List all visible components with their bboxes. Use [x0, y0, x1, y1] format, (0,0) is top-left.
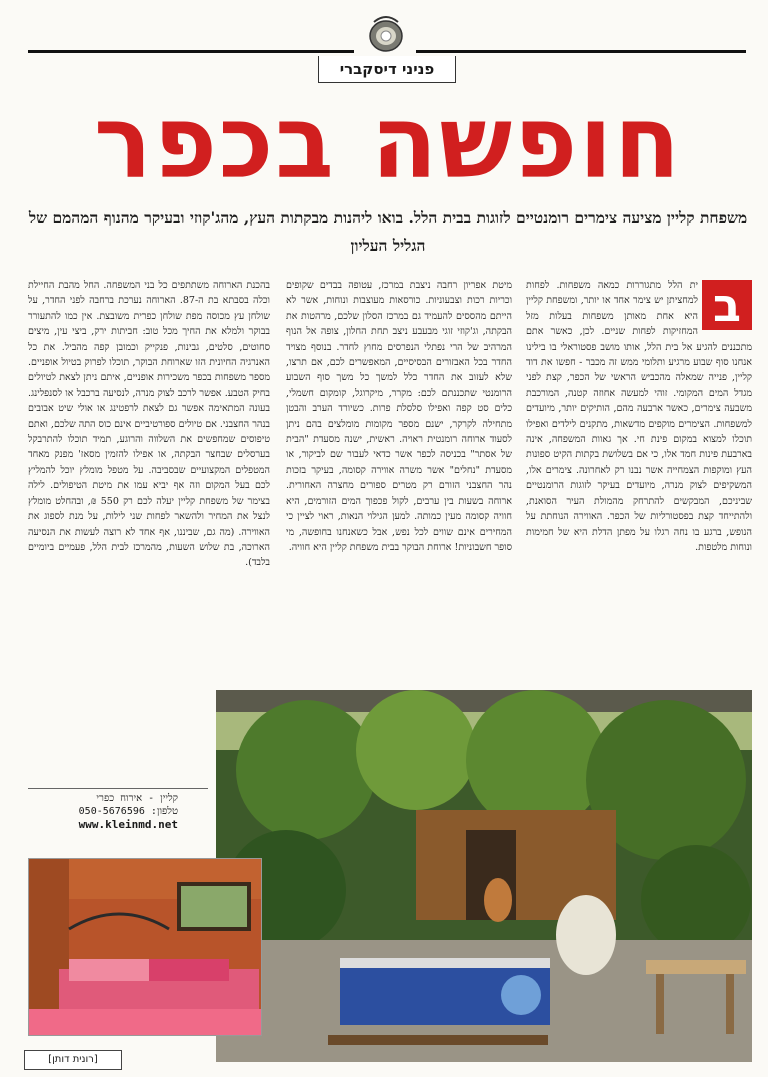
magazine-logo	[366, 12, 406, 56]
header-rule-left	[28, 50, 354, 53]
contact-website[interactable]: www.kleinmd.net	[78, 818, 178, 831]
article-column-3	[28, 278, 270, 571]
subheadline: משפחת קליין מציעה צימרים רומנטיים לזוגות בבית הלל. בואו ליהנות מבקתות העץ, מהג'קוזי ובעיקר מהנוף המהמם של הגליל העליון	[28, 208, 748, 255]
contact-divider	[28, 788, 208, 789]
article-text-1: ית הלל מתגוררות כמאה משפחות. לפחות למחציתן יש צימר אחד או יותר, ומשפחת קליין היא אחת מאותן משפחות בעלות מזל המחזיקות לפחות שניים. לכן, כאשר אתם מתכננים להגיע אל בית הלל, אותו מושב פסטוראלי בו בילינו אנחנו סוף שבוע מרגיע ותלומי ממש זה מכבר - חפשו את דוד קליין, פנייה שמאלה מהכביש הראשי של הכפר, קצת לפני מגדל המים המקומי. זוהי למעשה אחוזה קטנה, המורכבת משבעה צימרים, כאשר ארבעה מהם, הותיקים יותר, מיועדים למשפחות. הצימרים מוקפים מדשאות, מתקנים לילדים ואפילו תוכלו למצוא במקום פינת חי. אך גאוות המשפחה, אינה בארבעת פינות חמד אלו, כי אם בשלושת בקתות הקיט ספונות העץ ומוקפות הצמחייה אשר נבנו רק לאחרונה. צימרים אלו, המשקיפים לצוק מנרה, מיועדים בעיקר לזוגות הרומנטיים שביניכם, המבקשים להתרחק מהמולת העיר הסואנת, ולהתייחד קצת בפסטורליות של הכפר. האווירה הנוחתת על הנופש, ברגע בו נחה רגלו על מפתן הדלת היא של חמימות ונוחות מלטפות.	[526, 280, 752, 553]
article-column-2	[286, 278, 512, 555]
article-text-2: מיטת אפריון רחבה ניצבת במרכז, עטופה בבדים שקופים וכריות רכות וצבעוניות. כורסאות מעוצבות ונוחות, אשר לא הייתם מהססים להעמיד גם במרכז הסלון שלכם, מרהטות את הבקתה, וג'קוזי זוגי מבעבע ניצב תחת החלון, צופה אל הנוף המרהיב של הרי נפתלי הנפרסים מחוץ לחדר. בנוסף מצויד החדר בכל האבזורים הבסיסיים, המאפשרים לכם, אם תרצו, שלא לעזוב את החדר כלל למשך כל משך סוף השבוע הרומנטי שתכננתם לכם: מקרר, מיקרוגל, קומקום חשמלי, כלים סט קפה ואפילו סלסלת פרות. כשיורד הערב והבטן מתחילה לקרקר, ישנם מספר מקומות מומלצים בהם ניתן לסעוד ארוחה רומנטית ראויה. ראשית, ישנה מסעדת "הבית של אסתר" בכניסה לכפר אשר כדאי לעבור שם לביקור, או מסעדת "נחלים" אשר משרה אווירה קסומה, בעיקר בזכות נהר החצבני הזורם רק מטרים ספורים מחצרה האחורית. ארוחה בשעות בין ערבים, לקול פכפוך המים הזורמים, היא חוויה קסומה מעין כמותה. למען הגילוי הנאות, ראוי לציין כי המחירים אינם שווים לכל נפש, אבל כשאנחנו בחופשה, מי סופר חשבוניות! ארוחת הבוקר בבית משפחת קליין היא חוויה.	[286, 280, 512, 553]
contact-name: קליין - אירוח כפרי	[96, 793, 178, 804]
courtyard-photo	[216, 690, 752, 1062]
contact-box	[30, 792, 178, 831]
article-column-1	[526, 278, 752, 555]
drop-cap: ב	[702, 280, 752, 330]
header-rule-right	[416, 50, 746, 53]
headline: חופשה בכפר	[93, 83, 683, 201]
bedroom-photo	[28, 858, 262, 1036]
article-text-3: בהכנת הארוחה משתתפים כל בני המשפחה. החל מהבת החיילת וכלה בסבתא בת ה-87. הארוחה נערכת ברחבה לפני החדר, על שולחן עץ מכוסה מפת שולחן כפרית משובצת. אין כמו להתעורר בבוקר ולמלא את החיך מכל טוב: חביתות ירק, ביצי עין, מיצים סחוטים, סלטים, גבינות, פנקייק וכמובן קפה מהביל. את כל האנרגיה החיונית הזו שארוחת הבוקר, תוכלו לפרוק בטיול אופניים. מספר משפחות בכפר משכירות אופניים, איתם ניתן לצאת לטיולים בחיק הטבע. אפשר לרכב לצוק מנרה, לנסיעה ברכבל או לסנפלינג. בעונה המתאימה אפשר גם לצאת לרפטינג או אולי שיט אבובים בנהר החצבני. אם טיולים ספורטיביים אינם כוס התה שלכם, ואתם טיפוסים שמחפשים את השלווה והרוגע, תמיד תוכלו להתרבקל בערסלים שבחצר הבקתה, או אפילו להזמין מסאז' מפנק מאחד המטפלים המקצועיים שבסביבה. על מטפל מומלץ יוכל להמליץ לכם בעל המקום וזה אף יביא עמו את מיטת הטיפולים. לילה בצימר של משפחת קליין יעלה לכם רק 550 ₪, ובהחלט מומלץ לנצל את המחיר ולהשאר לפחות שני לילות, על מנת לספוג את האווירה. (מה גם, שביננו, אף אחד לא רוצה לעשות את הנסיעה הארוכה, בת שלוש השעות, מהמרכז לבית הלל, פעמיים ביומיים בלבד).	[28, 280, 270, 569]
photo-credit: [רונית דותן]	[24, 1050, 122, 1070]
contact-phone: טלפון: 050-5676596	[78, 806, 178, 817]
section-label: פניני דיסקברי	[318, 56, 456, 83]
